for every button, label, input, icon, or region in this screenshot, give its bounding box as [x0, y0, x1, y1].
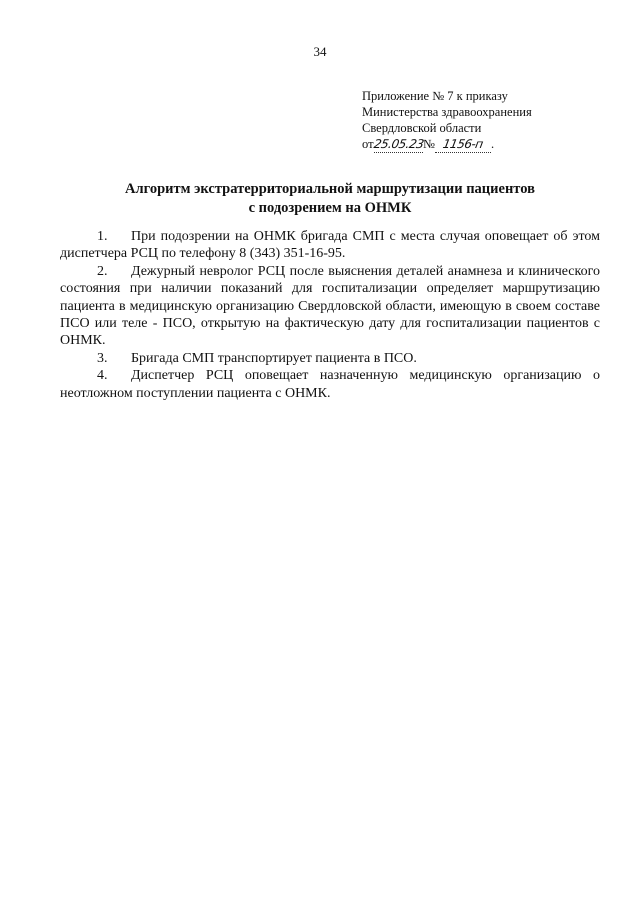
appendix-order-line	[362, 136, 592, 153]
list-item-text: Дежурный невролог РСЦ после выяснения деталей анамнеза и клинического состояния при наличии показаний для госпитализации определяет маршрутизацию пациента в медицинскую организацию Свердловской области, имеющую в своем составе ПСО или теле - ПСО, открытую на фактическую дату для госпитализации пациентов с ОНМК.	[60, 263, 600, 349]
appendix-trailing-dot: .	[490, 137, 495, 151]
appendix-from-prefix: от	[362, 137, 374, 151]
list-item	[60, 263, 600, 350]
appendix-number-label: №	[423, 137, 435, 151]
document-title	[60, 180, 600, 218]
handwritten-number: 1156-п	[441, 137, 485, 151]
appendix-block	[362, 88, 592, 153]
list-item-number: 2.	[97, 263, 108, 279]
list-item-text: При подозрении на ОНМК бригада СМП с места случая оповещает об этом диспетчера РСЦ по телефону 8 (343) 351-16-95.	[60, 229, 600, 262]
list-item	[60, 228, 600, 263]
list-item	[60, 350, 600, 367]
document-body	[60, 228, 600, 402]
list-item	[60, 367, 600, 402]
list-item-number: 1.	[97, 229, 108, 244]
appendix-line-2: Министерства здравоохранения	[362, 105, 532, 119]
title-line-2: с подозрением на ОНМК	[248, 200, 412, 216]
appendix-order-date	[374, 136, 423, 153]
list-item-number: 3.	[97, 350, 108, 366]
handwritten-date: 25.05.23	[372, 137, 425, 151]
list-item-text: Диспетчер РСЦ оповещает назначенную медицинскую организацию о неотложном поступлении пациента с ОНМК.	[60, 368, 600, 401]
appendix-order-number	[435, 136, 491, 153]
list-item-text: Бригада СМП транспортирует пациента в ПСО.	[131, 350, 417, 366]
appendix-line-3: Свердловской области	[362, 121, 482, 135]
title-line-1: Алгоритм экстратерриториальной маршрутизации пациентов	[125, 181, 535, 197]
page-number: 34	[313, 44, 327, 59]
appendix-line-1: Приложение № 7 к приказу	[362, 89, 508, 103]
list-item-number: 4.	[97, 368, 108, 384]
